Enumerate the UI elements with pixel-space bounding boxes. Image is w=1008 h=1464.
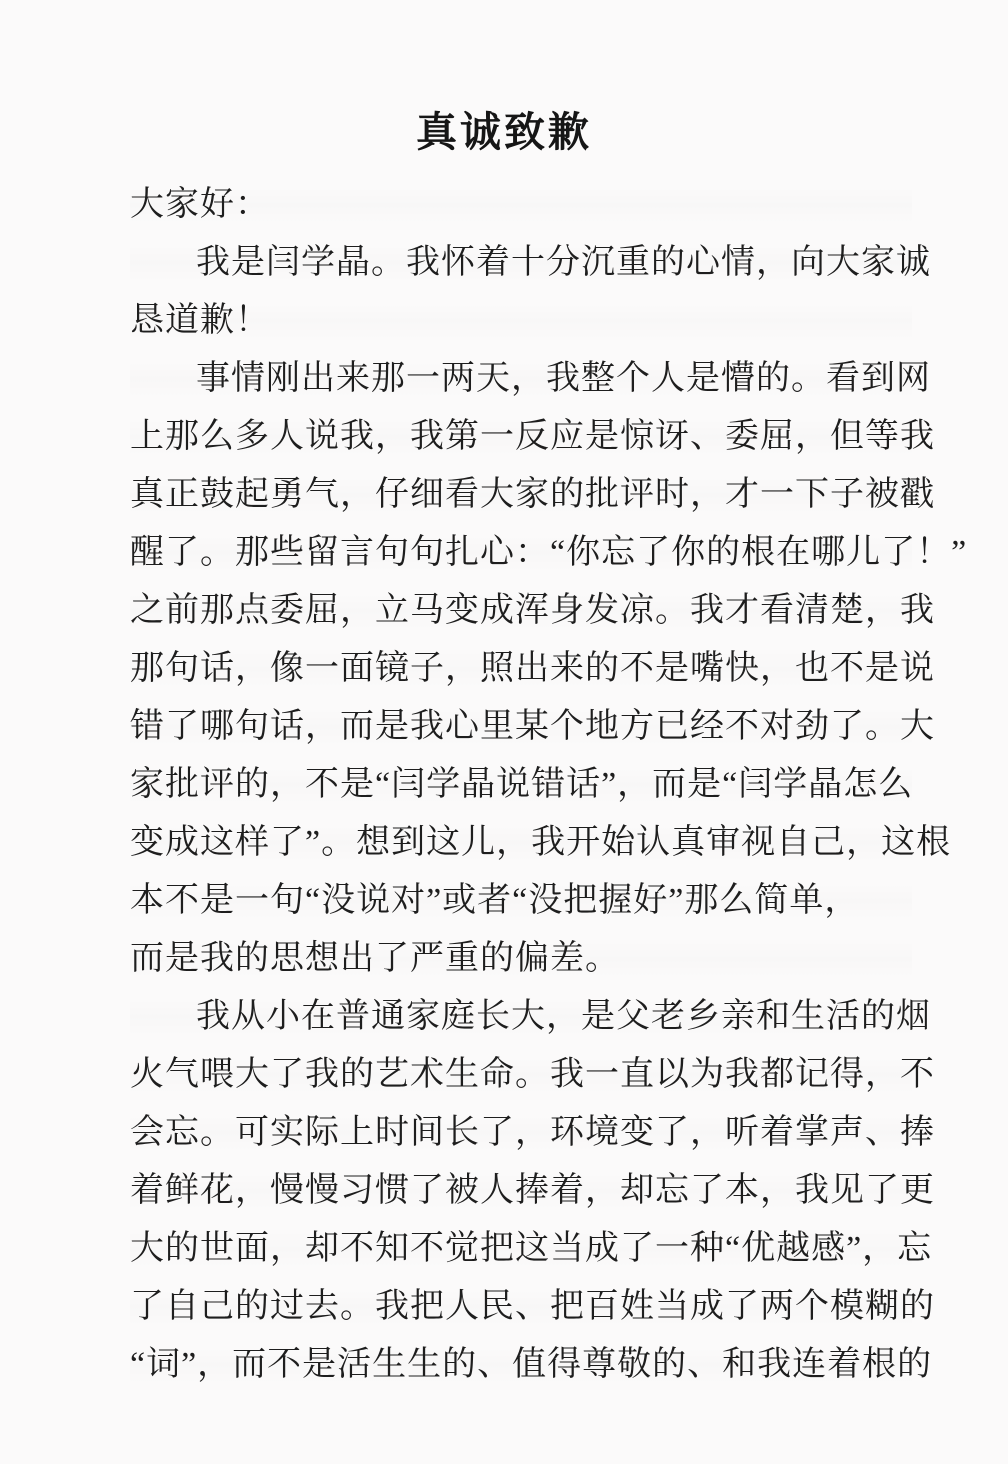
text-line: 而是我的思想出了严重的偏差。 <box>130 930 912 988</box>
text-line: “词”，而不是活生生的、值得尊敬的、和我连着根的 <box>130 1336 912 1394</box>
text-line: 之前那点委屈，立马变成浑身发凉。我才看清楚，我 <box>130 582 912 640</box>
text-line: 我从小在普通家庭长大，是父老乡亲和生活的烟 <box>130 988 912 1046</box>
text-line: 大的世面，却不知不觉把这当成了一种“优越感”，忘 <box>130 1220 912 1278</box>
text-line: 上那么多人说我，我第一反应是惊讶、委屈，但等我 <box>130 408 912 466</box>
text-line: 了自己的过去。我把人民、把百姓当成了两个模糊的 <box>130 1278 912 1336</box>
text-line: 火气喂大了我的艺术生命。我一直以为我都记得，不 <box>130 1046 912 1104</box>
document-body <box>130 176 968 1394</box>
text-line: 事情刚出来那一两天，我整个人是懵的。看到网 <box>130 350 912 408</box>
text-line: 变成这样了”。想到这儿，我开始认真审视自己，这根 <box>130 814 912 872</box>
document-title: 真诚致歉 <box>416 109 592 155</box>
text-line: 恳道歉！ <box>130 292 912 350</box>
text-line: 醒了。那些留言句句扎心：“你忘了你的根在哪儿了！” <box>130 524 912 582</box>
text-line: 真正鼓起勇气，仔细看大家的批评时，才一下子被戳 <box>130 466 912 524</box>
text-line: 我是闫学晶。我怀着十分沉重的心情，向大家诚 <box>130 234 912 292</box>
text-line: 那句话，像一面镜子，照出来的不是嘴快，也不是说 <box>130 640 912 698</box>
text-line: 错了哪句话，而是我心里某个地方已经不对劲了。大 <box>130 698 912 756</box>
text-line: 会忘。可实际上时间长了，环境变了，听着掌声、捧 <box>130 1104 912 1162</box>
text-line: 本不是一句“没说对”或者“没把握好”那么简单， <box>130 872 912 930</box>
text-line-salutation: 大家好： <box>130 176 912 234</box>
text-line: 家批评的，不是“闫学晶说错话”，而是“闫学晶怎么 <box>130 756 912 814</box>
text-line: 着鲜花，慢慢习惯了被人捧着，却忘了本，我见了更 <box>130 1162 912 1220</box>
